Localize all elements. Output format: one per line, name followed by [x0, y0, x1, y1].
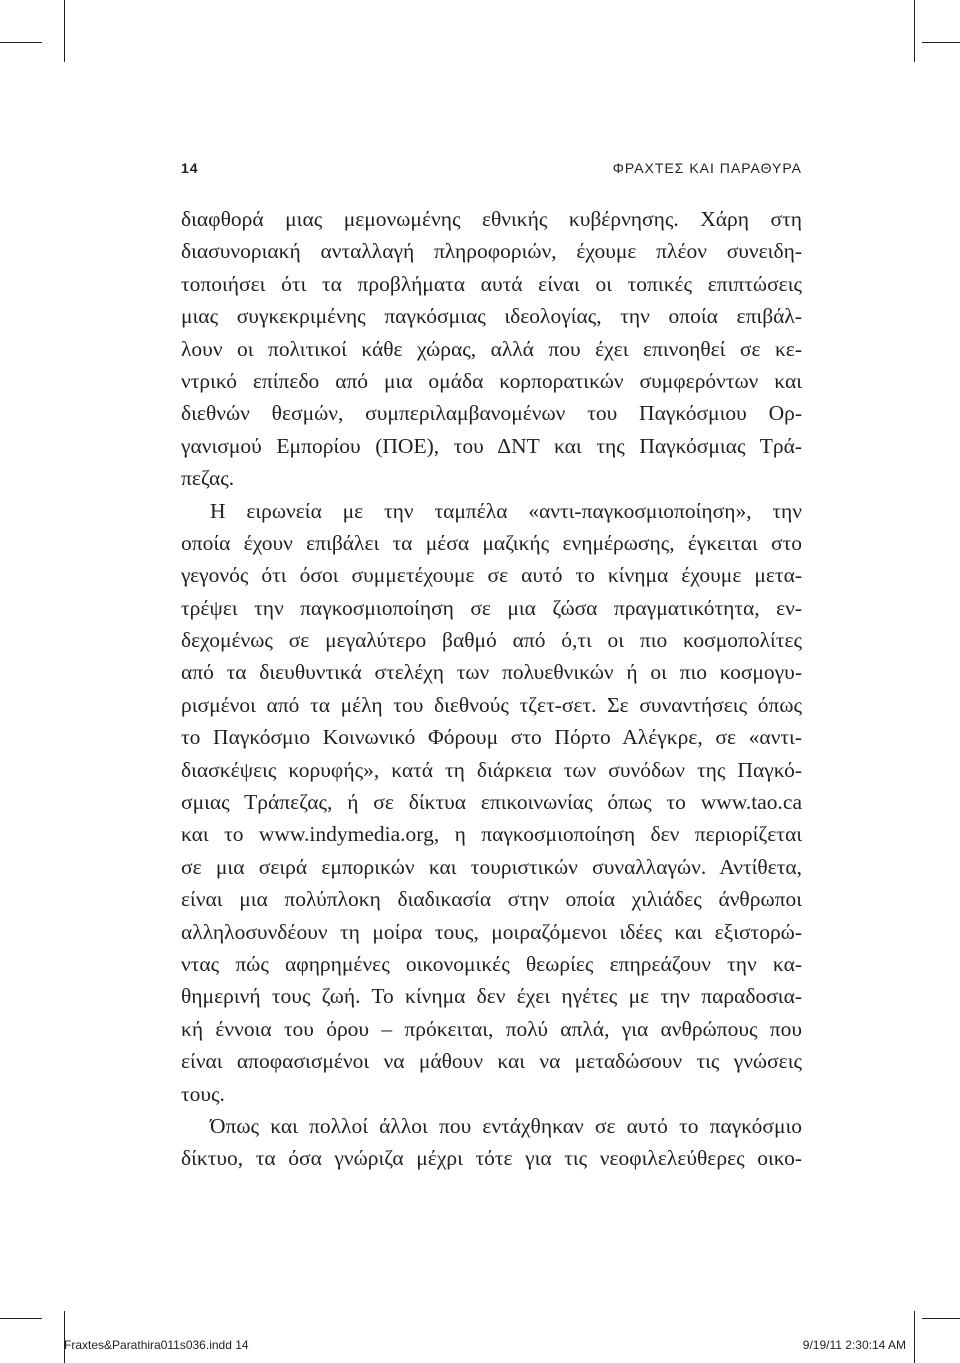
text-line: το Παγκόσμιο Κοινωνικό Φόρουμ στο Πόρτο Αλέγκρε, σε «αντι- [181, 725, 802, 750]
print-slug [64, 1338, 906, 1354]
text-line: δεχομένως σε μεγαλύτερο βαθμό από ό,τι οι πιο κοσμοπολίτες [181, 628, 802, 653]
crop-mark [0, 42, 42, 43]
paragraph-first-line: Η ειρωνεία με την ταμπέλα «αντι-παγκοσμιοποίηση», την [210, 498, 802, 523]
text-line: σε μια σειρά εμπορικών και τουριστικών συναλλαγών. Αντίθετα, [181, 854, 802, 879]
text-line: διαφθορά μιας μεμονωμένης εθνικής κυβέρνησης. Χάρη στη [181, 207, 802, 231]
crop-mark [922, 1318, 960, 1319]
text-line: είναι μια πολύπλοκη διαδικασία στην οποία χιλιάδες άνθρωποι [181, 887, 802, 912]
slug-filename: Fraxtes&Parathira011s036.indd 14 [64, 1338, 249, 1352]
crop-mark [922, 42, 960, 43]
crop-mark [0, 1318, 42, 1319]
text-line: τρέψει την παγκοσμιοποίηση σε μια ζώσα πραγματικότητα, εν- [181, 595, 802, 620]
crop-mark [64, 0, 65, 62]
slug-timestamp: 9/19/11 2:30:14 AM [802, 1338, 906, 1352]
text-line: από τα διευθυντικά στελέχη των πολυεθνικών ή οι πιο κοσμογυ- [181, 660, 802, 685]
crop-mark [914, 1311, 915, 1363]
text-line: γεγονός ότι όσοι συμμετέχουμε σε αυτό το κίνημα έχουμε μετα- [181, 563, 802, 588]
text-line: δίκτυο, τα όσα γνώριζα μέχρι τότε για τις νεοφιλελεύθερες οικο- [181, 1146, 802, 1171]
body-text [181, 203, 802, 1175]
book-title: ΦΡΑΧΤΕΣ ΚΑΙ ΠΑΡΑΘΥΡΑ [612, 160, 802, 176]
text-line: μιας συγκεκριμένης παγκόσμιας ιδεολογίας, την οποία επιβάλ- [181, 304, 802, 329]
text-line: οποία έχουν επιβάλει τα μέσα μαζικής ενημέρωσης, έγκειται στο [181, 530, 802, 555]
page-number: 14 [181, 160, 199, 176]
text-line: λουν οι πολιτικοί κάθε χώρας, αλλά που έχει επινοηθεί σε κε- [181, 336, 802, 361]
paragraph-first-line: Όπως και πολλοί άλλοι που εντάχθηκαν σε αυτό το παγκόσμιο [210, 1113, 802, 1138]
text-line: ντας πώς αφηρημένες οικονομικές θεωρίες επηρεάζουν την κα- [181, 951, 802, 976]
text-line: σμιας Τράπεζας, ή σε δίκτυα επικοινωνίας όπως το www.tao.ca [181, 790, 802, 815]
crop-mark [64, 1311, 65, 1363]
running-head [181, 160, 802, 182]
text-line: είναι αποφασισμένοι να μάθουν και να μεταδώσουν τις γνώσεις [181, 1049, 802, 1074]
text-line: ρισμένοι από τα μέλη του διεθνούς τζετ-σετ. Σε συναντήσεις όπως [181, 692, 802, 717]
text-line: τους. [181, 1081, 225, 1106]
text-line: διασυνοριακή ανταλλαγή πληροφοριών, έχουμε πλέον συνειδη- [181, 239, 802, 264]
text-line: διασκέψεις κορυφής», κατά τη διάρκεια των συνόδων της Παγκό- [181, 757, 802, 782]
text-line: θημερινή τους ζωή. Το κίνημα δεν έχει ηγέτες με την παραδοσια- [181, 984, 802, 1009]
text-line: γανισμού Εμπορίου (ΠΟΕ), του ΔΝΤ και της Παγκόσμιας Τρά- [181, 433, 802, 458]
text-line: διεθνών θεσμών, συμπεριλαμβανομένων του Παγκόσμιου Ορ- [181, 401, 802, 426]
text-line: αλληλοσυνδέουν τη μοίρα τους, μοιραζόμενοι ιδέες και εξιστορώ- [181, 919, 802, 944]
text-line: κή έννοια του όρου – πρόκειται, πολύ απλά, για ανθρώπους που [181, 1016, 802, 1041]
text-line: πεζας. [181, 466, 235, 491]
text-line: και το www.indymedia.org, η παγκοσμιοποίηση δεν περιορίζεται [181, 822, 802, 847]
text-line: ντρικό επίπεδο από μια ομάδα κορπορατικών συμφερόντων και [181, 368, 802, 393]
text-line: τοποιήσει ότι τα προβλήματα αυτά είναι οι τοπικές επιπτώσεις [181, 271, 802, 296]
crop-mark [914, 0, 915, 62]
